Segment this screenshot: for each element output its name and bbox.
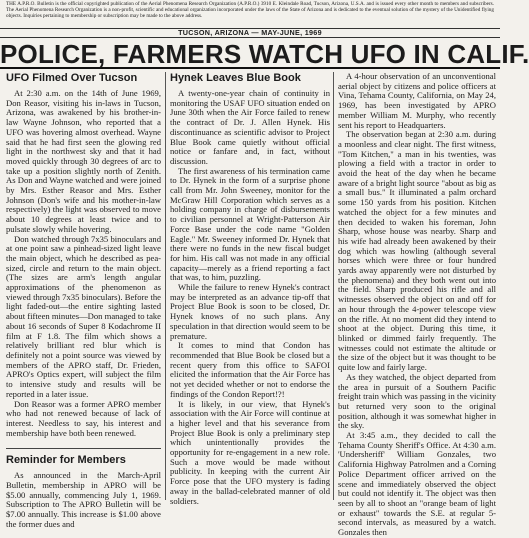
column-divider: [333, 72, 334, 500]
article-paragraph: A 4-hour observation of an unconventional aerial object by citizens and police officers at Vina, Tehama County, California, on May 24, 1969, has been investigated by APRO member William M. Murphy, who recently sent his report to Headquarters.: [338, 71, 496, 130]
dateline: TUCSON, ARIZONA — MAY-JUNE, 1969: [0, 28, 500, 38]
article-paragraph: The observation began at 2:30 a.m. during a moonless and clear night. The first witness, "Tom Kitchen," a man in his twenties, was plowing a field with a tractor in order to avoid the heat of the day when he became aware of a bright light source "about as big as a small bus." It illuminated a palm orchard some 150 yards from his position. Kitchen watched the object for a few minutes and then decided to waken his foreman, John Sharp, whose house was nearby. Sharp and his wife had already been awakened by their dog which was howling (although several horses which were three or four hundred yards away apparently were not disturbed by the phenomena) and they both went out into the field. Sharp produced his rifle and all witnesses observed the object on and off for an hour through the 4-power telescope view on the rifle. At no moment did they intend to shoot at the object. During this time, it blinked or dimmed fairly frequently. The witnesses could not estimate the altitude or the size of the object but it was thought to be quite low and fairly large.: [338, 129, 496, 373]
article-paragraph: As they watched, the object departed from the area in pursuit of a Southern Pacific freight train which was passing in the vicinity but returned very soon to the original position, although it was somewhat higher in the sky.: [338, 371, 496, 431]
article-heading-reminder: Reminder for Members: [6, 454, 126, 467]
article-paragraph: The first awareness of his termination came to Dr. Hynek in the form of a surprise phone call from Mr. John Sweeney, monitor for the McGraw Hill Corporation which serves as a holding company in charge of disbursements to civilian personnel at Wright-Patterson Air Force Base under the code name "Golden Eagle." Mr. Sweeney informed Dr. Hynek that there were no funds in the new fiscal budget for him. His call was not made in any official capacity—merely as a friend reporting a fact that was, to him, puzzling.: [170, 165, 330, 283]
column-vina-sighting: [338, 71, 496, 538]
article-heading-ufo-filmed: UFO Filmed Over Tucson: [6, 72, 138, 84]
article-heading-hynek: Hynek Leaves Blue Book: [170, 72, 301, 84]
masthead-notice: THE A.P.R.O. Bulletin is the official copyrighted publication of the Aerial Phenomena Research Organization (A.P.R.O.) 3910 E. Kleindale Road, Tucson, Arizona, U.S.A. and is issued every other month to members and subscribers. The Aerial Phenomena Research Organization is a non-profit, scientific and educational organization incorporated under the laws of the State of Arizona and is dedicated to the eventual solution of the mystery of the Unidentified flying objects. Inquiries pertaining to membership or subscription may be made to the above address.: [6, 1, 494, 20]
column-ufo-filmed: [6, 72, 161, 529]
section-reminder: [6, 448, 161, 529]
article-paragraph: A twenty-one-year chain of continuity in monitoring the USAF UFO situation ended on June 30th when the Air Force failed to renew the contract of Dr. J. Allen Hynek. His discontinuance as scientific advisor to Project Blue Book came quietly without official notice or fanfare and, in fact, without discussion.: [170, 88, 330, 166]
column-hynek: [170, 72, 330, 506]
article-paragraph: Don Reasor was a former APRO member who had not renewed because of lack of interest. Needless to say, his interest and membership have both been renewed.: [6, 398, 161, 438]
article-paragraph: As announced in the March-April Bulletin, membership in APRO will be $5.00 annually, commencing July 1, 1969. Subscription to The APRO Bulletin will be $7.00 annually. This increase is $1.00 above the former dues and: [6, 470, 161, 529]
article-paragraph: While the failure to renew Hynek's contract may be interpreted as an advance tip-off that Project Blue Book is soon to be closed, Dr. Hynek knows of no such plans. Any speculation in that direction would seem to be premature.: [170, 282, 330, 341]
article-paragraph: It comes to mind that Condon has recommended that Blue Book be closed but a recent query from this office to SAFOI elicited the information that the Air Force has not yet decided whether or not to endorse the findings of the Condon Report!?!: [170, 340, 330, 399]
article-paragraph: Don watched through 7x35 binoculars and at one point saw a pinhead-sized light leave the main object, which he described as pea-sized, circle and return to the main object. (The sizes are arm's length angular approximations of the phenomenon as viewed through 7x35 binoculars). Before the light faded-out—the entire sighting lasted about fifteen minutes—Don managed to take about 16 seconds of Super 8 Kodachrome II film at F 1.8. The film which shows a relatively brilliant red blur which is definitely not a point source was viewed by members of the APRO staff, Dr. Frieden, APRO's Optics expert, will subject the film to intensive study and results will be reported in a later issue.: [6, 233, 161, 399]
article-paragraph: It is likely, in our view, that Hynek's association with the Air Force will continue at a higher level and that his severance from Project Blue Book is only a preliminary step which unintentionally provides the opportunity for re-engagement in a new role. Such a move would be made without publicity. In keeping with the current Air Force pose that the UFO mystery is fading away in the ballad-celebrated manner of old soldiers.: [170, 398, 330, 506]
column-divider: [165, 72, 166, 500]
article-paragraph: At 3:45 a.m., they decided to call the Tehama County Sheriff's Office. At 4:30 a.m. 'Undersheriff' William Gonzales, two California Highway Patrolmen and a Corning Police Department officer arrived on the scene and immediately observed the object but could not identify it. The object was then seen by all to shoot an "orange beam of light or exhaust" towards the S.E. at regular 5-second intervals, as measured by a watch. Gonzales then: [338, 430, 496, 538]
article-paragraph: At 2:30 a.m. on the 14th of June 1969, Don Reasor, visiting his in-laws in Tucson, Arizona, was awakened by his brother-in-law Wayne Johnson, who reported that a UFO was hovering almost overhead. Wayne said that he had first seen the glowing red light in the northwest sky and that it had moved quickly through 30 degrees of arc to take up a position slightly north of Zenith. As Don and Wayne watched and were joined by Mrs. Esther Reasor and Mrs. Esther Johnson (Don's wife and his mother-in-law respectively) the light was observed to move about 10 degrees at least twice and to pulsate slowly while hovering.: [6, 88, 161, 234]
page-headline: POLICE, FARMERS WATCH UFO IN CALIF.: [0, 39, 529, 69]
